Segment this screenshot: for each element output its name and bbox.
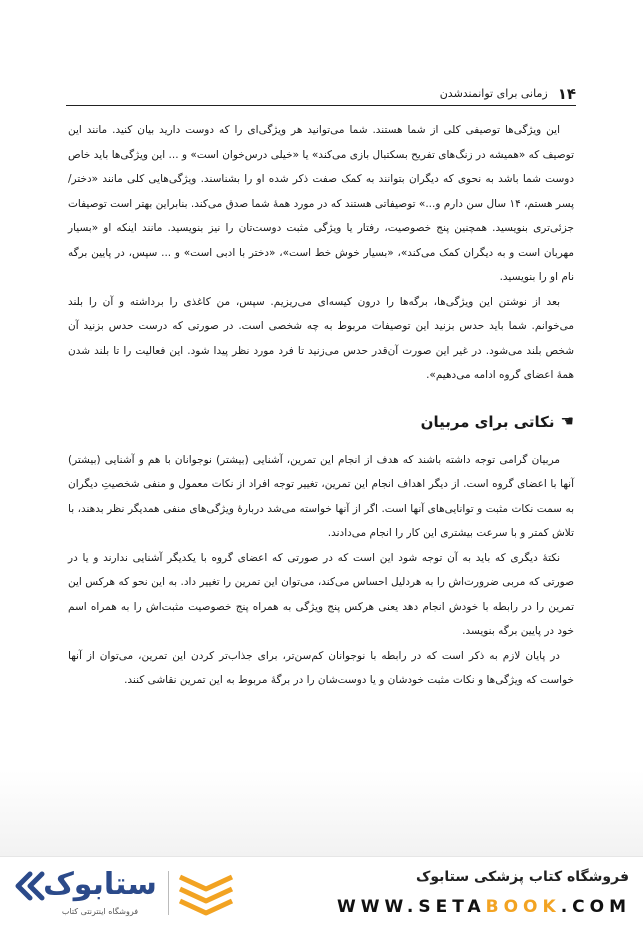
- store-footer: [0, 856, 643, 926]
- store-url-part: WWW.SETA: [337, 897, 486, 917]
- body-paragraph: در پایان لازم به ذکر است که در رابطه با نوجوانان کم‌سن‌تر، برای جذاب‌تر کردن این تمرین، می‌توان از آنها خواست که ویژگی‌ها و نکات مثبت خودشان و یا دوست‌شان را در برگهٔ مربوط به این تمرین نقاشی کنند.: [68, 649, 574, 686]
- store-url-part: .COM: [560, 897, 631, 917]
- body-paragraph: این ویژگی‌ها توصیفی کلی از شما هستند. شما می‌توانید هر ویژگی‌ای را که دوست دارید بیان کنید. مانند این توصیف که «همیشه در زنگ‌های تفریح بسکتبال بازی می‌کند» یا «خیلی درس‌خوان است» و ... این ویژگی‌ها باید خاص دوست شما باشد به نحوی که دیگران بتوانند به کمک صفت ذکر شده او را بشناسند. ویژگی‌هایی کلی مانند «دختر/پسر هستم، ۱۴ سال سن دارم و...» توصیفاتی هستند که در مورد همهٔ شما صدق می‌کند. بنابراین بهتر است توصیفات جزئی‌تری بنویسید. همچنین پنج خصوصیت، رفتار یا ویژگی مثبت دوست‌تان را نیز بنویسید. مانند اینکه او «بسیار مهربان است و به دیگران کمک می‌کند»، «بسیار خوش خط است»، «دختر با ادبی است» و ... سپس، در پایین برگه نام او را بنویسید.: [68, 124, 574, 283]
- body-paragraph: نکتهٔ دیگری که باید به آن توجه شود این است که در صورتی که اعضای گروه با یکدیگر آشنایی ندارند و یا در صورتی که مربی ضرورت‌اش را به هردلیل احساس می‌کند، می‌توان این تمرین را تغییر داد. به این نحو که هرکس این تمرین را در رابطه با خودش انجام دهد یعنی هرکس پنج ویژگی به همراه پنج خصوصیت مثبت‌اش را به همراه اسم خود در پایین برگه بنویسد.: [68, 551, 574, 637]
- section-heading: [68, 408, 574, 436]
- section-heading-text: نکاتی برای مربیان: [420, 412, 555, 431]
- footer-fade: [0, 770, 643, 856]
- page-body: [68, 118, 574, 693]
- running-header: [66, 82, 576, 106]
- pointing-hand-icon: ☚: [560, 412, 574, 430]
- body-paragraph: بعد از نوشتن این ویژگی‌ها، برگه‌ها را درون کیسه‌ای می‌ریزیم. سپس، من کاغذی را برداشته و آن را بلند می‌خوانم. شما باید حدس بزنید این توصیفات مربوط به چه شخصی است. در صورتی که درست حدس بزنید آن شخص بلند می‌شود. در غیر این صورت آن‌قدر حدس می‌زنید تا فرد مورد نظر پیدا شود. این فعالیت را تا بلند شدن همهٔ اعضای گروه ادامه می‌دهیم».: [68, 295, 574, 381]
- logo-divider: [168, 871, 169, 915]
- store-url-accent: BOOK: [485, 897, 561, 917]
- body-paragraph: مربیان گرامی توجه داشته باشند که هدف از انجام این تمرین، آشنایی (بیشتر) نوجوانان با هم و آشنایی (بیشتر) آنها با اعضای گروه است. از دیگر اهداف انجام این تمرین، تغییر توجه افراد از نکات معمول و منفی شخصیتِ دیگران به سمت نکات مثبت و توانایی‌های آنها است. اگر از آنها خواسته می‌شد دربارهٔ ویژگی‌های منفی همدیگر نظر بدهند، با تلاش کمتر و با سرعت بیشتری این کار را انجام می‌دادند.: [68, 453, 574, 539]
- store-logo-wordmark: ستابوک: [43, 867, 157, 902]
- store-logo-tagline: فروشگاه اینترنتی کتاب: [61, 907, 139, 916]
- page-number: ۱۴: [557, 84, 576, 103]
- store-url[interactable]: [337, 897, 631, 917]
- store-name: فروشگاه کتاب پزشکی ستابوک: [416, 869, 629, 885]
- book-stack-logo-icon: [176, 869, 236, 917]
- running-header-title: زمانی برای توانمندشدن: [439, 87, 548, 100]
